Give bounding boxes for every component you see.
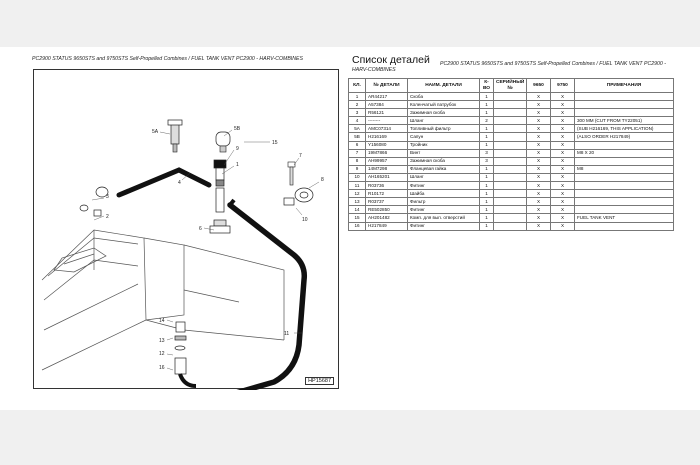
cell-part: AR44217 xyxy=(366,93,408,101)
cell-ref: 7 xyxy=(349,149,366,157)
cell-qty: 1 xyxy=(480,101,494,109)
cell-qty: 2 xyxy=(480,117,494,125)
header-qty: К-ВО xyxy=(480,79,494,93)
table-row[interactable] xyxy=(349,190,674,198)
callout-14: 14 xyxy=(159,318,165,324)
table-row[interactable] xyxy=(349,117,674,125)
callout-5b: 5B xyxy=(234,126,241,132)
cell-part: Y156080 xyxy=(366,141,408,149)
cell-m9650: X xyxy=(527,141,551,149)
callout-16: 16 xyxy=(159,365,165,371)
cell-serial xyxy=(494,214,527,222)
cell-notes: (ALSO ORDER H217849) xyxy=(575,133,674,141)
cell-notes: M8 xyxy=(575,165,674,173)
cell-serial xyxy=(494,206,527,214)
table-row[interactable] xyxy=(349,222,674,230)
cell-m9650: X xyxy=(527,133,551,141)
cell-part: R10172 xyxy=(366,190,408,198)
cell-serial xyxy=(494,109,527,117)
cell-part: AH201482 xyxy=(366,214,408,222)
cell-qty: 3 xyxy=(480,157,494,165)
header-serial: СЕРИЙНЫЙ № xyxy=(494,79,527,93)
cell-m9650: X xyxy=(527,222,551,230)
cell-name: Тройник xyxy=(408,141,480,149)
cell-name: Фитинг xyxy=(408,182,480,190)
callout-12: 12 xyxy=(159,351,165,357)
table-row[interactable] xyxy=(349,149,674,157)
cell-notes xyxy=(575,101,674,109)
cell-part: R56121 xyxy=(366,109,408,117)
cell-serial xyxy=(494,222,527,230)
cell-notes xyxy=(575,109,674,117)
fitting-stack xyxy=(210,160,230,233)
cell-ref: 3 xyxy=(349,109,366,117)
cell-m9650: X xyxy=(527,101,551,109)
cell-serial xyxy=(494,173,527,181)
cell-ref: 5A xyxy=(349,125,366,133)
cell-ref: 9 xyxy=(349,165,366,173)
clamp-8 xyxy=(284,188,313,205)
callout-3: 3 xyxy=(106,194,109,200)
exploded-diagram xyxy=(33,69,339,389)
fuel-filter-5a xyxy=(168,120,182,152)
cell-m9750: X xyxy=(551,206,575,214)
cell-notes: M8 X 20 xyxy=(575,149,674,157)
tank-outline xyxy=(42,230,284,370)
cell-qty: 1 xyxy=(480,125,494,133)
cell-m9650: X xyxy=(527,182,551,190)
cell-part: A57384 xyxy=(366,101,408,109)
table-row[interactable] xyxy=(349,165,674,173)
cell-name: Винт xyxy=(408,149,480,157)
table-row[interactable] xyxy=(349,206,674,214)
cell-name: Фильтр xyxy=(408,198,480,206)
cell-serial xyxy=(494,165,527,173)
cell-name: Зажимная скоба xyxy=(408,157,480,165)
parts-list-subtitle: PC2900 STATUS 9650STS and 9750STS Self-Propelled Combines / FUEL TANK VENT PC2900 - HARV-COMBINES xyxy=(352,61,666,74)
table-row[interactable] xyxy=(349,214,674,222)
callout-6: 6 xyxy=(199,226,202,232)
cell-name: Зажимная скоба xyxy=(408,109,480,117)
cell-m9650: X xyxy=(527,109,551,117)
cell-qty: 1 xyxy=(480,165,494,173)
callout-9: 10 xyxy=(302,217,308,223)
cell-notes xyxy=(575,93,674,101)
cell-name: Фланцевая гайка xyxy=(408,165,480,173)
vent-hose-upper xyxy=(119,170,209,195)
cell-m9750: X xyxy=(551,182,575,190)
cell-m9750: X xyxy=(551,109,575,117)
cell-m9650: X xyxy=(527,214,551,222)
cell-serial xyxy=(494,182,527,190)
table-row[interactable] xyxy=(349,173,674,181)
cell-qty: 1 xyxy=(480,190,494,198)
cell-part: RE502850 xyxy=(366,206,408,214)
table-row[interactable] xyxy=(349,93,674,101)
cell-ref: 12 xyxy=(349,190,366,198)
clamp-left xyxy=(80,187,108,216)
cell-notes xyxy=(575,206,674,214)
parts-table-header xyxy=(349,79,674,93)
cell-qty: 3 xyxy=(480,149,494,157)
cell-notes xyxy=(575,141,674,149)
cell-m9750: X xyxy=(551,157,575,165)
cell-name: Шланг xyxy=(408,173,480,181)
cell-name: Комп. для вып. отверстий xyxy=(408,214,480,222)
parts-table xyxy=(348,78,674,231)
cell-m9750: X xyxy=(551,198,575,206)
cell-part: R03736 xyxy=(366,182,408,190)
cell-notes xyxy=(575,182,674,190)
cell-ref: 15 xyxy=(349,214,366,222)
cell-m9750: X xyxy=(551,222,575,230)
cell-ref: 11 xyxy=(349,182,366,190)
cell-notes xyxy=(575,190,674,198)
table-row[interactable] xyxy=(349,182,674,190)
cell-m9650: X xyxy=(527,173,551,181)
cell-serial xyxy=(494,157,527,165)
cell-part: AMC07314 xyxy=(366,125,408,133)
cell-notes xyxy=(575,173,674,181)
cell-part: H216169 xyxy=(366,133,408,141)
bolt-7 xyxy=(288,162,295,185)
cell-part: R03737 xyxy=(366,198,408,206)
cell-m9750: X xyxy=(551,125,575,133)
table-row[interactable] xyxy=(349,101,674,109)
cell-qty: 1 xyxy=(480,206,494,214)
cell-m9650: X xyxy=(527,149,551,157)
cell-name: Фитинг xyxy=(408,222,480,230)
cell-ref: 2 xyxy=(349,101,366,109)
cell-part: 14M7298 xyxy=(366,165,408,173)
cell-qty: 1 xyxy=(480,198,494,206)
callout-10: 11 xyxy=(284,331,290,337)
cell-part: AH165201 xyxy=(366,173,408,181)
diagram-id: HP15687 xyxy=(305,377,334,385)
parts-list-title: Список деталей xyxy=(352,54,430,66)
cell-m9650: X xyxy=(527,93,551,101)
cell-serial xyxy=(494,133,527,141)
cell-m9750: X xyxy=(551,173,575,181)
diagram-caption: PC2900 STATUS 9650STS and 9750STS Self-Propelled Combines / FUEL TANK VENT PC2900 - HARV-COMBINES xyxy=(32,56,303,62)
cell-m9750: X xyxy=(551,149,575,157)
cell-qty: 1 xyxy=(480,173,494,181)
cell-qty: 1 xyxy=(480,93,494,101)
table-row[interactable] xyxy=(349,198,674,206)
parts-sheet xyxy=(0,47,700,410)
cell-ref: 10 xyxy=(349,173,366,181)
cell-ref: 16 xyxy=(349,222,366,230)
callout-2: 2 xyxy=(106,214,109,220)
cell-ref: 1 xyxy=(349,93,366,101)
cell-name: Фитинг xyxy=(408,206,480,214)
cell-part: -------- xyxy=(366,117,408,125)
cell-m9650: X xyxy=(527,117,551,125)
cell-m9750: X xyxy=(551,141,575,149)
header-9750: 9750 xyxy=(551,79,575,93)
cell-part: H217849 xyxy=(366,222,408,230)
cell-ref: 13 xyxy=(349,198,366,206)
cell-m9750: X xyxy=(551,93,575,101)
cell-serial xyxy=(494,117,527,125)
cell-name: Скоба xyxy=(408,93,480,101)
cell-qty: 1 xyxy=(480,214,494,222)
cell-m9650: X xyxy=(527,198,551,206)
cell-m9650: X xyxy=(527,190,551,198)
cell-serial xyxy=(494,141,527,149)
cell-m9750: X xyxy=(551,190,575,198)
callout-8: 8 xyxy=(321,177,324,183)
cell-qty: 1 xyxy=(480,222,494,230)
cell-ref: 4 xyxy=(349,117,366,125)
diagram-drawing xyxy=(34,70,340,390)
cell-ref: 6 xyxy=(349,141,366,149)
cell-serial xyxy=(494,190,527,198)
table-row[interactable] xyxy=(349,141,674,149)
breather-5b xyxy=(216,132,230,152)
callout-11: 9 xyxy=(236,146,239,152)
callout-4: 4 xyxy=(178,180,181,186)
cell-notes: FUEL TANK VENT xyxy=(575,214,674,222)
cell-ref: 5B xyxy=(349,133,366,141)
cell-serial xyxy=(494,93,527,101)
cell-ref: 8 xyxy=(349,157,366,165)
callout-5a: 5A xyxy=(152,129,159,135)
cell-ref: 14 xyxy=(349,206,366,214)
table-row[interactable] xyxy=(349,109,674,117)
cell-m9750: X xyxy=(551,101,575,109)
header-notes: ПРИМЕЧАНИЯ xyxy=(575,79,674,93)
cell-serial xyxy=(494,149,527,157)
cell-m9650: X xyxy=(527,125,551,133)
callout-7: 7 xyxy=(299,153,302,159)
callout-1: 1 xyxy=(236,162,239,168)
cell-qty: 1 xyxy=(480,182,494,190)
lower-fittings xyxy=(175,322,196,386)
cell-notes xyxy=(575,198,674,206)
cell-name: Топливный фильтр xyxy=(408,125,480,133)
cell-m9650: X xyxy=(527,206,551,214)
cell-m9650: X xyxy=(527,157,551,165)
cell-notes: (SUB H216169, THIS APPLICATION) xyxy=(575,125,674,133)
callout-15: 15 xyxy=(272,140,278,146)
cell-part: 19M7866 xyxy=(366,149,408,157)
table-row[interactable] xyxy=(349,157,674,165)
cell-notes xyxy=(575,222,674,230)
cell-m9750: X xyxy=(551,117,575,125)
cell-name: Коленчатый патрубок xyxy=(408,101,480,109)
cell-name: Шайба xyxy=(408,190,480,198)
header-9650: 9650 xyxy=(527,79,551,93)
cell-name: Сапун xyxy=(408,133,480,141)
callout-13: 13 xyxy=(159,338,165,344)
cell-qty: 1 xyxy=(480,109,494,117)
cell-serial xyxy=(494,198,527,206)
header-ref: КЛ. xyxy=(349,79,366,93)
cell-m9750: X xyxy=(551,214,575,222)
cell-part: AH99957 xyxy=(366,157,408,165)
cell-serial xyxy=(494,101,527,109)
table-row[interactable] xyxy=(349,133,674,141)
cell-notes: 300 MM (CUT FROM TY22051) xyxy=(575,117,674,125)
header-part-name: НАИМ. ДЕТАЛИ xyxy=(408,79,480,93)
cell-notes xyxy=(575,157,674,165)
header-part-number: № ДЕТАЛИ xyxy=(366,79,408,93)
cell-qty: 1 xyxy=(480,133,494,141)
table-row[interactable] xyxy=(349,125,674,133)
cell-name: Шланг xyxy=(408,117,480,125)
cell-qty: 1 xyxy=(480,141,494,149)
parts-table-body xyxy=(349,93,674,231)
vent-hose-main xyxy=(229,205,304,390)
cell-m9750: X xyxy=(551,133,575,141)
cell-m9750: X xyxy=(551,165,575,173)
cell-serial xyxy=(494,125,527,133)
cell-m9650: X xyxy=(527,165,551,173)
